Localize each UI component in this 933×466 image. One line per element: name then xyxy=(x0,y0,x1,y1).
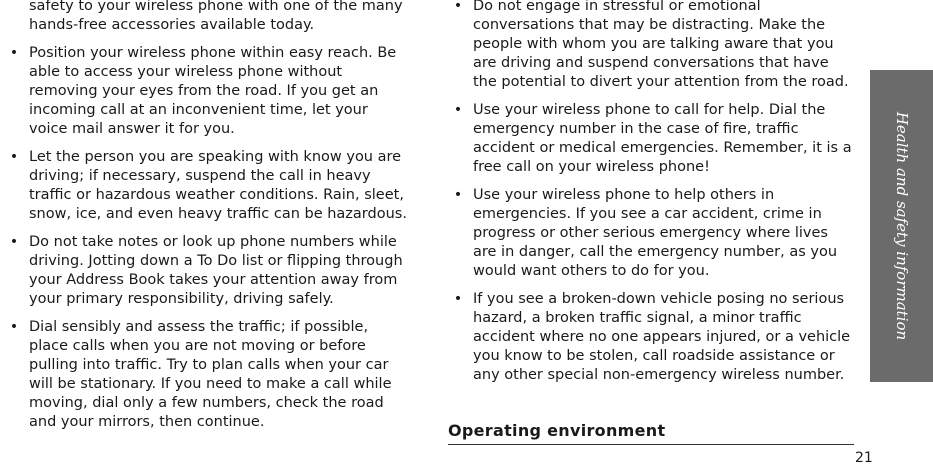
list-item xyxy=(7,44,407,139)
page-number: 21 xyxy=(855,450,873,466)
list-item-text: If you see a broken-down vehicle posing no serious hazard, a broken traffic signal, a minor traffic accident where no one appears injured, or a vehicle you know to be stolen, call roadside assistance or any other special non-emergency wireless number. xyxy=(473,291,851,383)
list-item-text: Do not take notes or look up phone numbers while driving. Jotting down a To Do list or flipping through your Address Book takes your attention away from your primary responsibility, driving safely. xyxy=(29,234,403,307)
intro-paragraph: safety to your wireless phone with one of the many hands-free accessories available today. xyxy=(29,0,403,33)
bullet-icon: • xyxy=(9,45,19,61)
list-item xyxy=(451,186,856,281)
side-tab xyxy=(870,70,933,382)
list-item-text: Use your wireless phone to call for help. Dial the emergency number in the case of fire, traffic accident or medical emergencies. Remember, it is a free call on your wireless phone! xyxy=(473,102,852,175)
list-item-text: Do not engage in stressful or emotional conversations that may be distracting. Make the people with whom you are talking aware that you are driving and suspend conversations that have the potential to divert your attention from the road. xyxy=(473,0,849,90)
list-item-text: Let the person you are speaking with know you are driving; if necessary, suspend the call in heavy traffic or hazardous weather conditions. Rain, sleet, snow, ice, and even heavy traffic can be hazardous. xyxy=(29,149,407,222)
list-item-text: Dial sensibly and assess the traffic; if possible, place calls when you are not moving or before pulling into traffic. Try to plan calls when your car will be stationary. If you need to make a call while moving, dial only a few numbers, check the road and your mirrors, then continue. xyxy=(29,319,392,430)
bullet-icon: • xyxy=(9,234,19,250)
left-column xyxy=(7,0,407,441)
list-item xyxy=(7,318,407,432)
list-item xyxy=(451,290,856,385)
right-column xyxy=(451,0,856,394)
bullet-icon: • xyxy=(453,102,463,118)
section-heading: Operating environment xyxy=(448,421,854,445)
bullet-icon: • xyxy=(453,0,463,14)
list-item xyxy=(451,101,856,177)
list-item-text: Position your wireless phone within easy reach. Be able to access your wireless phone without removing your eyes from the road. If you get an incoming call at an inconvenient time, let your voice mail answer it for you. xyxy=(29,45,397,137)
bullet-icon: • xyxy=(453,187,463,203)
side-tab-label: Health and safety information xyxy=(892,111,911,341)
bullet-icon: • xyxy=(453,291,463,307)
list-item xyxy=(7,148,407,224)
bullet-icon: • xyxy=(9,149,19,165)
list-item xyxy=(7,233,407,309)
bullet-icon: • xyxy=(9,319,19,335)
list-item xyxy=(451,0,856,92)
list-item-text: Use your wireless phone to help others in emergencies. If you see a car accident, crime in progress or other serious emergency where lives are in danger, call the emergency number, as you would want others to do for you. xyxy=(473,187,838,279)
